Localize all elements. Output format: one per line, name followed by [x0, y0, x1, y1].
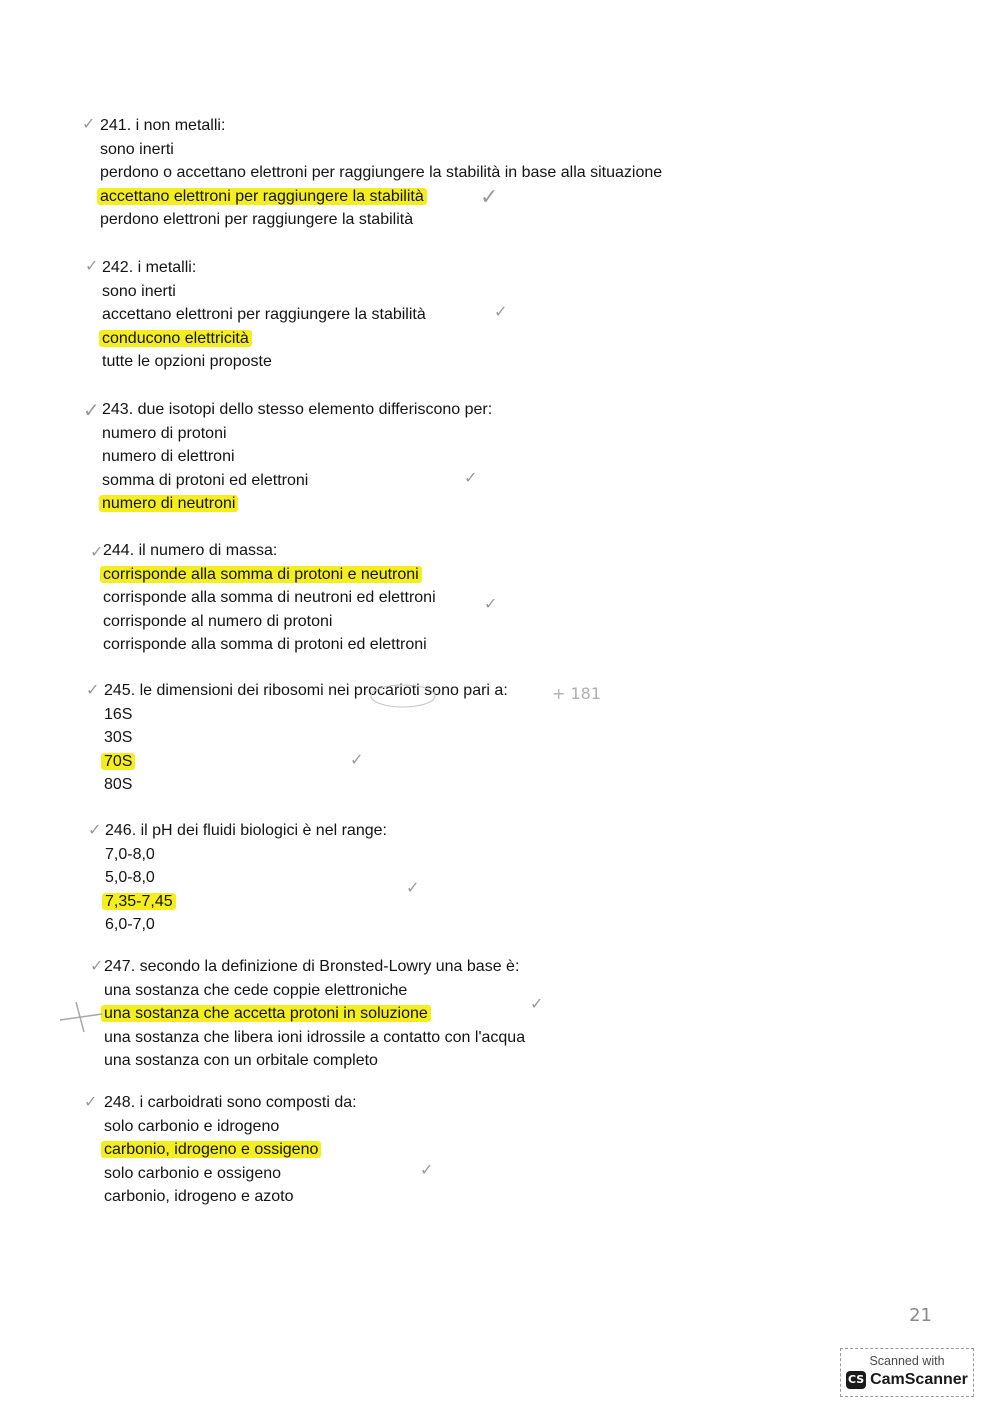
answer-option: sono inerti — [100, 140, 174, 158]
answer-option: 16S — [104, 705, 133, 723]
check-mark-icon: ✓ — [530, 994, 544, 1013]
check-mark-icon: ✓ — [484, 594, 498, 613]
answer-option: una sostanza che libera ioni idrossile a contatto con l'acqua — [104, 1028, 526, 1046]
question-241 — [100, 114, 662, 232]
check-mark-icon: ✓ — [480, 185, 499, 210]
answer-option: 30S — [104, 729, 133, 746]
camscanner-logo-icon: CS — [846, 1371, 866, 1389]
check-mark-icon: ✓ — [420, 1160, 434, 1179]
question-title: 244. il numero di massa: — [103, 542, 278, 559]
answer-option: numero di elettroni — [102, 448, 235, 465]
answer-option-highlighted: accettano elettroni per raggiungere la stabilità — [97, 188, 427, 205]
answer-option: 80S — [104, 776, 133, 793]
answer-option-highlighted: numero di neutroni — [99, 495, 238, 512]
answer-option: 6,0-7,0 — [105, 916, 155, 933]
handwritten-note: + 181 — [552, 684, 602, 703]
answer-option: sono inerti — [102, 282, 176, 300]
answer-option-highlighted: corrisponde alla somma di protoni e neutroni — [100, 566, 422, 583]
check-mark-icon: ✓ — [85, 256, 99, 275]
answer-option: corrisponde al numero di protoni — [103, 612, 333, 630]
question-246 — [105, 819, 387, 937]
answer-option: numero di protoni — [102, 424, 227, 442]
watermark-caption: Scanned with — [869, 1354, 945, 1368]
answer-option-highlighted: 7,35-7,45 — [102, 893, 176, 910]
check-mark-icon: ✓ — [86, 680, 100, 699]
answer-option: una sostanza con un orbitale completo — [104, 1052, 378, 1069]
question-title: 246. il pH dei fluidi biologici è nel range: — [105, 822, 387, 839]
answer-option-highlighted: carbonio, idrogeno e ossigeno — [101, 1141, 321, 1158]
answer-option-highlighted: una sostanza che accetta protoni in soluzione — [101, 1005, 431, 1022]
answer-option: tutte le opzioni proposte — [102, 353, 272, 370]
watermark-brand: CamScanner — [870, 1371, 968, 1388]
answer-option: solo carbonio e ossigeno — [104, 1164, 282, 1182]
question-title: 243. due isotopi dello stesso elemento differiscono per: — [102, 401, 493, 418]
question-title: 247. secondo la definizione di Bronsted-Lowry una base è: — [104, 958, 520, 975]
check-mark-icon: ✓ — [84, 1092, 98, 1111]
answer-option: carbonio, idrogeno e azoto — [104, 1188, 294, 1205]
check-mark-icon: ✓ — [83, 398, 100, 422]
answer-option: perdono elettroni per raggiungere la stabilità — [100, 211, 414, 228]
question-247 — [104, 955, 525, 1073]
check-mark-icon: ✓ — [82, 114, 96, 133]
question-245 — [104, 679, 508, 797]
answer-option: 7,0-8,0 — [105, 845, 155, 863]
answer-option: 5,0-8,0 — [105, 869, 155, 886]
answer-option: corrisponde alla somma di protoni ed elettroni — [103, 636, 427, 653]
answer-option: perdono o accettano elettroni per raggiungere la stabilità in base alla situazione — [100, 164, 663, 181]
check-mark-icon: ✓ — [90, 542, 104, 561]
camscanner-watermark — [840, 1348, 974, 1397]
question-title: 245. le dimensioni dei ribosomi nei procarioti sono pari a: — [104, 682, 508, 699]
check-mark-icon: ✓ — [464, 468, 478, 487]
question-243 — [102, 398, 492, 516]
answer-option-highlighted: conducono elettricità — [99, 330, 252, 347]
question-title: 241. i non metalli: — [100, 117, 226, 134]
check-mark-icon: ✓ — [350, 750, 364, 769]
check-mark-icon: ✓ — [494, 302, 508, 321]
answer-option: una sostanza che cede coppie elettroniche — [104, 981, 408, 999]
question-title: 248. i carboidrati sono composti da: — [104, 1094, 357, 1111]
check-mark-icon: ✓ — [88, 820, 102, 839]
answer-option: solo carbonio e idrogeno — [104, 1117, 280, 1135]
check-mark-icon: ✓ — [406, 878, 420, 897]
page-number: 21 — [909, 1305, 932, 1326]
cross-mark-icon — [56, 998, 106, 1034]
pencil-circle-icon — [368, 680, 438, 710]
answer-option: accettano elettroni per raggiungere la stabilità — [102, 306, 426, 323]
question-248 — [104, 1091, 357, 1209]
question-242 — [102, 256, 426, 374]
answer-option: somma di protoni ed elettroni — [102, 471, 309, 489]
check-mark-icon: ✓ — [90, 956, 104, 975]
question-244 — [103, 539, 436, 657]
answer-option-highlighted: 70S — [101, 753, 135, 770]
answer-option: corrisponde alla somma di neutroni ed elettroni — [103, 589, 436, 606]
question-title: 242. i metalli: — [102, 259, 197, 276]
